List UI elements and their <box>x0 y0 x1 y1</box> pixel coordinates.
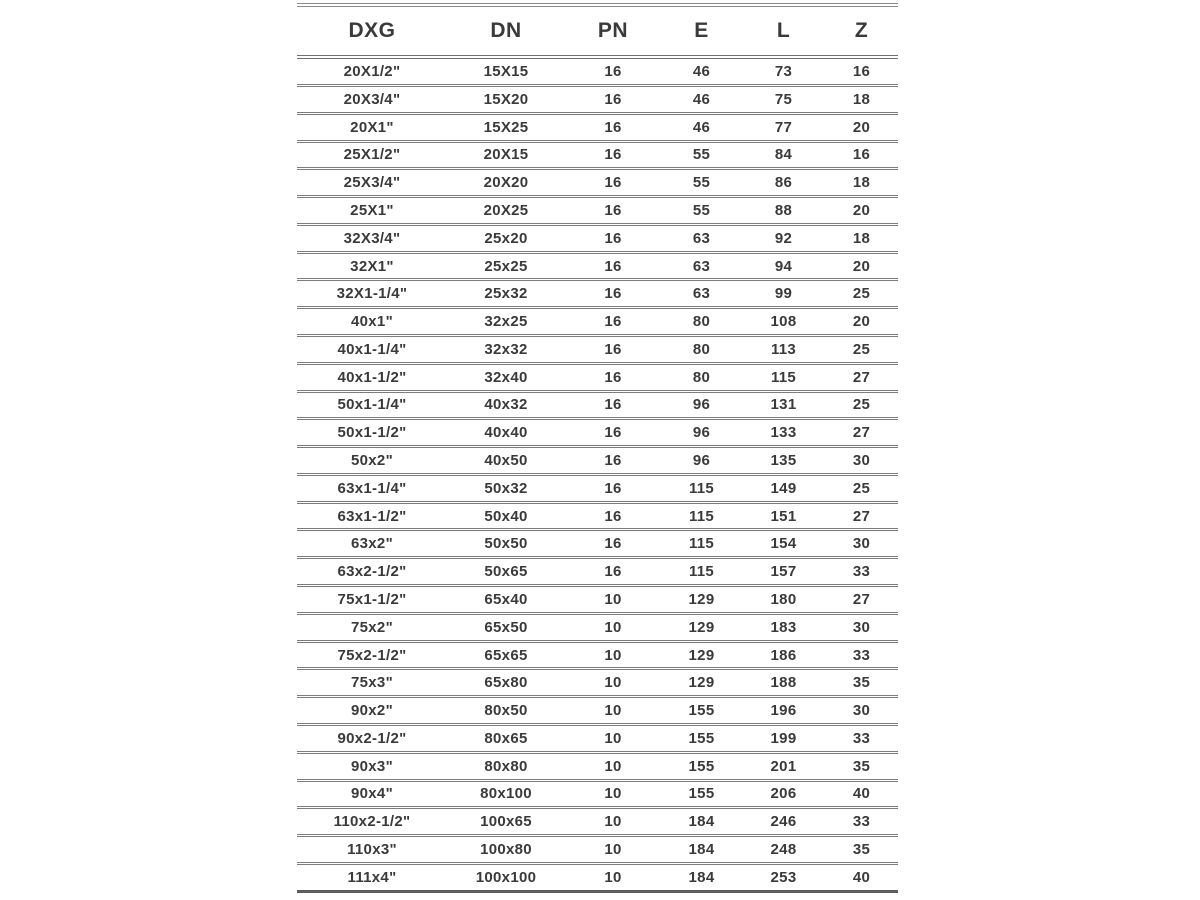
cell-z: 25 <box>825 336 898 364</box>
cell-z: 33 <box>825 808 898 836</box>
cell-dxg: 63x2-1/2" <box>297 558 447 586</box>
header-z: Z <box>825 5 898 57</box>
cell-pn: 16 <box>565 447 661 475</box>
cell-l: 86 <box>742 169 825 197</box>
table-row <box>297 391 898 419</box>
cell-e: 155 <box>661 697 742 725</box>
cell-e: 63 <box>661 252 742 280</box>
cell-dxg: 90x2-1/2" <box>297 724 447 752</box>
cell-pn: 10 <box>565 836 661 864</box>
cell-dxg: 63x2" <box>297 530 447 558</box>
pipe-fitting-spec-table <box>297 3 898 893</box>
cell-dxg: 50x2" <box>297 447 447 475</box>
cell-pn: 16 <box>565 419 661 447</box>
cell-l: 133 <box>742 419 825 447</box>
cell-dn: 80x65 <box>447 724 565 752</box>
cell-e: 80 <box>661 336 742 364</box>
cell-l: 92 <box>742 224 825 252</box>
cell-z: 25 <box>825 391 898 419</box>
cell-pn: 16 <box>565 530 661 558</box>
table-row <box>297 224 898 252</box>
cell-dn: 15X20 <box>447 85 565 113</box>
cell-l: 183 <box>742 613 825 641</box>
cell-pn: 16 <box>565 169 661 197</box>
cell-e: 63 <box>661 224 742 252</box>
cell-e: 115 <box>661 474 742 502</box>
cell-l: 131 <box>742 391 825 419</box>
cell-l: 73 <box>774 62 793 80</box>
cell-l: 186 <box>742 641 825 669</box>
table-row <box>297 669 898 697</box>
table-row <box>297 863 898 891</box>
cell-dxg: 90x4" <box>297 780 447 808</box>
cell-z: 25 <box>825 474 898 502</box>
cell-dn: 80x80 <box>447 752 565 780</box>
cell-e: 155 <box>661 752 742 780</box>
table-row <box>297 836 898 864</box>
cell-dn: 20X20 <box>447 169 565 197</box>
table-row <box>297 85 898 113</box>
cell-e: 55 <box>661 197 742 225</box>
cell-pn: 10 <box>565 724 661 752</box>
cell-dn: 50x50 <box>447 530 565 558</box>
cell-pn: 16 <box>565 224 661 252</box>
cell-dxg: 25X1" <box>297 197 447 225</box>
cell-dxg: 20X1/2" <box>343 62 401 80</box>
cell-l: 246 <box>742 808 825 836</box>
table-row <box>297 613 898 641</box>
cell-pn: 10 <box>565 808 661 836</box>
cell-z: 33 <box>825 641 898 669</box>
cell-dxg: 32X3/4" <box>297 224 447 252</box>
cell-z: 25 <box>825 280 898 308</box>
cell-z: 16 <box>825 141 898 169</box>
cell-e: 129 <box>661 586 742 614</box>
cell-l: 180 <box>742 586 825 614</box>
cell-z: 18 <box>825 85 898 113</box>
table-row <box>297 697 898 725</box>
cell-pn: 10 <box>565 863 661 891</box>
cell-dxg: 63x1-1/4" <box>297 474 447 502</box>
cell-z: 20 <box>825 308 898 336</box>
cell-pn: 10 <box>565 641 661 669</box>
cell-dxg: 25X3/4" <box>297 169 447 197</box>
table-row <box>297 419 898 447</box>
cell-l: 199 <box>742 724 825 752</box>
table-row <box>297 308 898 336</box>
table-row <box>297 280 898 308</box>
table-row <box>297 169 898 197</box>
cell-pn: 10 <box>565 697 661 725</box>
cell-dn: 100x100 <box>447 863 565 891</box>
table-row <box>297 724 898 752</box>
cell-pn: 10 <box>565 669 661 697</box>
cell-z: 35 <box>825 836 898 864</box>
cell-e: 115 <box>661 530 742 558</box>
cell-dn: 65x80 <box>447 669 565 697</box>
cell-l: 154 <box>742 530 825 558</box>
cell-l: 151 <box>742 502 825 530</box>
cell-dn: 65x65 <box>447 641 565 669</box>
table-row <box>297 780 898 808</box>
cell-z: 20 <box>825 197 898 225</box>
cell-dxg: 40x1-1/2" <box>297 363 447 391</box>
cell-e: 63 <box>661 280 742 308</box>
cell-dn: 32x32 <box>447 336 565 364</box>
cell-pn: 16 <box>604 62 622 80</box>
cell-e: 129 <box>661 613 742 641</box>
cell-e: 80 <box>661 308 742 336</box>
cell-e: 129 <box>661 669 742 697</box>
cell-e: 46 <box>661 113 742 141</box>
cell-pn: 16 <box>565 336 661 364</box>
cell-dxg: 110x3" <box>297 836 447 864</box>
table-row <box>297 474 898 502</box>
table-row <box>297 808 898 836</box>
table-row <box>297 113 898 141</box>
table-body <box>297 57 898 892</box>
cell-e: 96 <box>661 447 742 475</box>
header-l: L <box>742 5 825 57</box>
cell-l: 149 <box>742 474 825 502</box>
cell-z: 30 <box>825 530 898 558</box>
cell-dn: 50x65 <box>447 558 565 586</box>
cell-dn: 32x40 <box>447 363 565 391</box>
table-row <box>297 363 898 391</box>
cell-dn: 65x40 <box>447 586 565 614</box>
cell-e: 55 <box>661 169 742 197</box>
cell-l: 253 <box>742 863 825 891</box>
cell-z: 30 <box>825 447 898 475</box>
cell-e: 155 <box>661 724 742 752</box>
cell-z: 30 <box>825 613 898 641</box>
cell-l: 75 <box>742 85 825 113</box>
header-dn: DN <box>447 5 565 57</box>
cell-z: 27 <box>825 586 898 614</box>
cell-e: 129 <box>661 641 742 669</box>
cell-l: 77 <box>742 113 825 141</box>
table-row <box>297 558 898 586</box>
cell-z: 35 <box>825 752 898 780</box>
cell-l: 201 <box>742 752 825 780</box>
cell-dn: 65x50 <box>447 613 565 641</box>
cell-pn: 16 <box>565 558 661 586</box>
cell-dn: 50x32 <box>447 474 565 502</box>
header-pn: PN <box>565 5 661 57</box>
cell-dn: 15X25 <box>447 113 565 141</box>
cell-z: 20 <box>825 252 898 280</box>
cell-pn: 16 <box>565 197 661 225</box>
cell-l: 248 <box>742 836 825 864</box>
cell-e: 55 <box>661 141 742 169</box>
cell-dxg: 75x2" <box>297 613 447 641</box>
cell-dxg: 20X1" <box>297 113 447 141</box>
cell-z: 16 <box>852 62 871 80</box>
table-row <box>297 641 898 669</box>
cell-e: 46 <box>692 62 711 80</box>
cell-dxg: 40x1-1/4" <box>297 336 447 364</box>
cell-pn: 16 <box>565 252 661 280</box>
cell-dxg: 50x1-1/4" <box>297 391 447 419</box>
cell-pn: 16 <box>565 308 661 336</box>
cell-dn: 20X15 <box>447 141 565 169</box>
cell-e: 184 <box>661 863 742 891</box>
cell-dn: 15X15 <box>483 62 529 80</box>
cell-dn: 25x32 <box>447 280 565 308</box>
cell-l: 206 <box>742 780 825 808</box>
cell-l: 188 <box>742 669 825 697</box>
header-e: E <box>661 5 742 57</box>
cell-pn: 16 <box>565 502 661 530</box>
cell-dn: 40x32 <box>447 391 565 419</box>
header-row <box>297 5 898 57</box>
cell-e: 184 <box>661 808 742 836</box>
cell-z: 40 <box>825 780 898 808</box>
cell-dxg: 20X3/4" <box>297 85 447 113</box>
cell-dn: 25x25 <box>447 252 565 280</box>
cell-z: 18 <box>825 169 898 197</box>
cell-z: 35 <box>825 669 898 697</box>
table-row <box>297 141 898 169</box>
cell-pn: 16 <box>565 474 661 502</box>
cell-dxg: 90x2" <box>297 697 447 725</box>
cell-e: 96 <box>661 419 742 447</box>
table-row <box>297 502 898 530</box>
cell-z: 33 <box>825 724 898 752</box>
cell-e: 96 <box>661 391 742 419</box>
cell-pn: 16 <box>565 113 661 141</box>
cell-dn: 32x25 <box>447 308 565 336</box>
cell-dxg: 90x3" <box>297 752 447 780</box>
cell-e: 46 <box>661 85 742 113</box>
cell-dn: 80x50 <box>447 697 565 725</box>
table-row <box>297 197 898 225</box>
cell-l: 108 <box>742 308 825 336</box>
cell-dxg: 40x1" <box>297 308 447 336</box>
cell-dxg: 25X1/2" <box>297 141 447 169</box>
cell-dn: 20X25 <box>447 197 565 225</box>
cell-z: 40 <box>825 863 898 891</box>
cell-pn: 10 <box>565 613 661 641</box>
cell-e: 80 <box>661 363 742 391</box>
cell-dn: 40x50 <box>447 447 565 475</box>
cell-dn: 40x40 <box>447 419 565 447</box>
cell-z: 27 <box>825 419 898 447</box>
cell-l: 88 <box>742 197 825 225</box>
table-row <box>297 336 898 364</box>
cell-dn: 25x20 <box>447 224 565 252</box>
cell-dn: 100x65 <box>447 808 565 836</box>
cell-dn: 80x100 <box>447 780 565 808</box>
cell-dxg: 75x1-1/2" <box>297 586 447 614</box>
cell-dxg: 32X1" <box>297 252 447 280</box>
cell-e: 115 <box>661 558 742 586</box>
cell-dxg: 75x3" <box>297 669 447 697</box>
table-row <box>297 586 898 614</box>
table-row <box>297 447 898 475</box>
table-row <box>297 530 898 558</box>
cell-dxg: 110x2-1/2" <box>297 808 447 836</box>
header-dxg: DXG <box>297 5 447 57</box>
cell-pn: 10 <box>565 752 661 780</box>
cell-l: 94 <box>742 252 825 280</box>
cell-pn: 10 <box>565 586 661 614</box>
cell-l: 135 <box>742 447 825 475</box>
cell-pn: 16 <box>565 85 661 113</box>
cell-z: 33 <box>825 558 898 586</box>
cell-pn: 16 <box>565 363 661 391</box>
cell-z: 18 <box>825 224 898 252</box>
cell-dxg: 50x1-1/2" <box>297 419 447 447</box>
cell-pn: 16 <box>565 391 661 419</box>
cell-dxg: 111x4" <box>297 863 447 891</box>
cell-pn: 10 <box>565 780 661 808</box>
cell-dxg: 75x2-1/2" <box>297 641 447 669</box>
cell-e: 184 <box>661 836 742 864</box>
table-row <box>297 57 898 85</box>
cell-z: 20 <box>825 113 898 141</box>
table-row <box>297 252 898 280</box>
cell-pn: 16 <box>565 141 661 169</box>
cell-e: 155 <box>661 780 742 808</box>
cell-dn: 50x40 <box>447 502 565 530</box>
cell-z: 27 <box>825 502 898 530</box>
cell-dxg: 32X1-1/4" <box>297 280 447 308</box>
cell-l: 113 <box>742 336 825 364</box>
cell-dxg: 63x1-1/2" <box>297 502 447 530</box>
cell-z: 27 <box>825 363 898 391</box>
cell-dn: 100x80 <box>447 836 565 864</box>
table-row <box>297 752 898 780</box>
cell-l: 99 <box>742 280 825 308</box>
cell-e: 115 <box>661 502 742 530</box>
cell-l: 84 <box>742 141 825 169</box>
cell-l: 196 <box>742 697 825 725</box>
cell-l: 157 <box>742 558 825 586</box>
cell-l: 115 <box>742 363 825 391</box>
cell-pn: 16 <box>565 280 661 308</box>
cell-z: 30 <box>825 697 898 725</box>
